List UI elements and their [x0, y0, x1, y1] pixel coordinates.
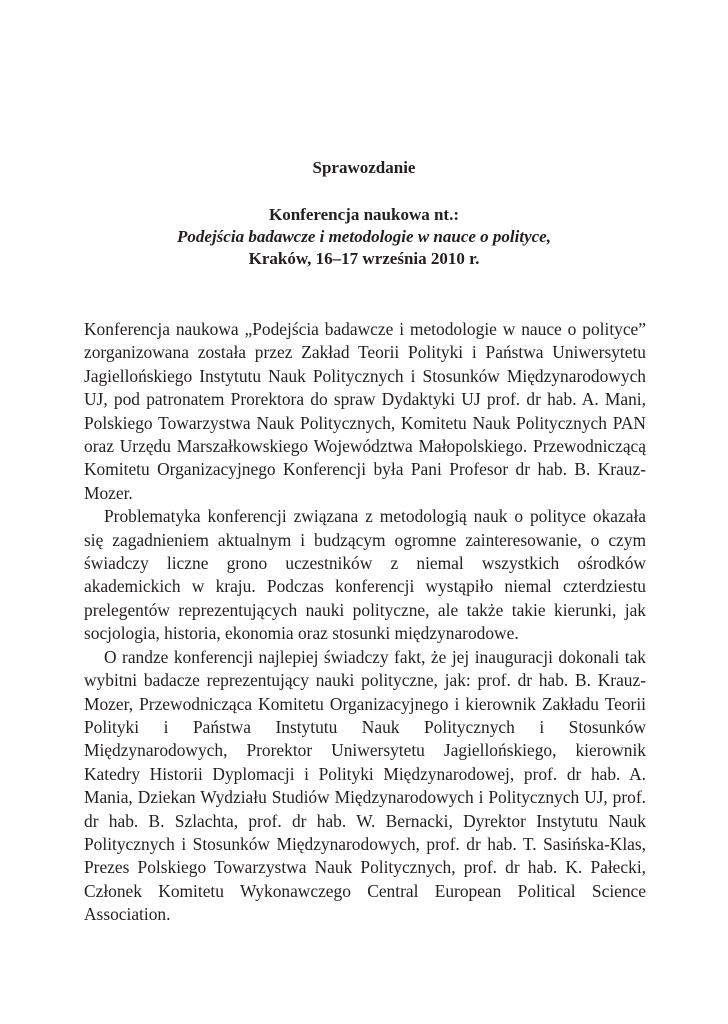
conference-topic-title: Podejścia badawcze i metodologie w nauce o polityce,: [177, 227, 551, 246]
body-paragraph-2: Problematyka konferencji związana z metodologią nauk o polityce okazała się zagadnieniem aktualnym i budzącym ogromne zainteresowanie, o czym świadczy liczne grono uczestników z niemal wszystkich ośrodków akademickich w kraju. Podczas konferencji wystąpiło niemal czterdziestu prelegentów reprezentujących nauki polityczne, ale także takie kierunki, jak socjologia, historia, ekonomia oraz stosunki międzynarodowe.: [84, 506, 646, 644]
body-paragraph-1: Konferencja naukowa „Podejścia badawcze i metodologie w nauce o polityce” zorganizowana została przez Zakład Teorii Polityki i Państwa Uniwersytetu Jagiellońskiego Instytutu Nauk Politycznych i Stosunków Międzynarodowych UJ, pod patronatem Prorektora do spraw Dydaktyki UJ prof. dr hab. A. Mani, Polskiego Towarzystwa Nauk Politycznych, Komitetu Nauk Politycznych PAN oraz Urzędu Marszałkowskiego Województwa Małopolskiego. Przewodniczącą Komitetu Organizacyjnego Konferencji była Pani Profesor dr hab. B. Krauz-Mozer.: [84, 319, 646, 503]
report-type-label: Sprawozdanie: [312, 158, 416, 177]
body-paragraph-3: O randze konferencji najlepiej świadczy fakt, że jej inauguracji dokonali tak wybitni badacze reprezentujący nauki polityczne, jak: prof. dr hab. B. Krauz-Mozer, Przewodnicząca Komitetu Organizacyjnego i kierownik Zakładu Teorii Polityki i Państwa Instytutu Nauk Politycznych i Stosunków Międzynarodowych, Prorektor Uniwersytetu Jagiellońskiego, kierownik Katedry Historii Dyplomacji i Polityki Międzynarodowej, prof. dr hab. A. Mania, Dziekan Wydziału Studiów Międzynarodowych i Politycznych UJ, prof. dr hab. B. Szlachta, prof. dr hab. W. Bernacki, Dyrektor Instytutu Nauk Politycznych i Stosunków Międzynarodowych, prof. dr hab. T. Sasińska-Klas, Prezes Polskiego Towarzystwa Nauk Politycznych, prof. dr hab. K. Pałecki, Członek Komitetu Wykonawczego Central European Political Science Association.: [84, 646, 646, 925]
report-body: [84, 318, 646, 927]
conference-title-line: Konferencja naukowa nt.:: [269, 205, 459, 224]
conference-place-date: Kraków, 16–17 września 2010 r.: [248, 249, 480, 268]
conference-title-block: [84, 204, 644, 270]
